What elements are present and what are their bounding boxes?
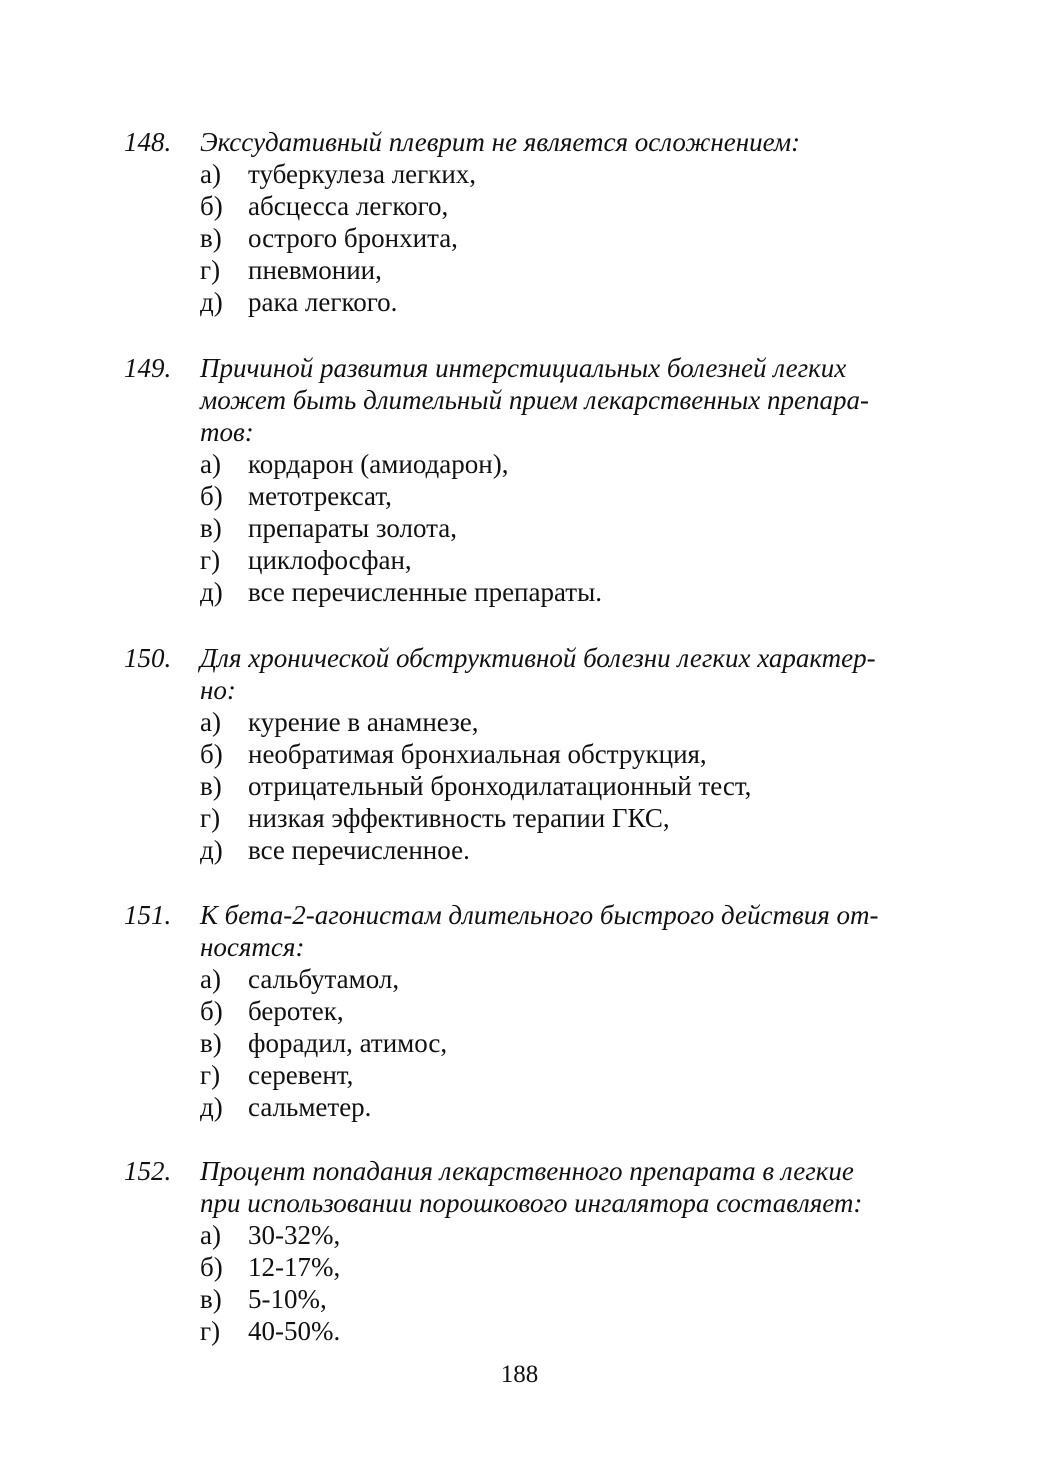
answer-option	[124, 995, 916, 1027]
answer-option	[124, 963, 916, 995]
answer-option	[124, 1091, 916, 1123]
option-letter: б)	[200, 996, 223, 1026]
option-letter: а)	[200, 964, 221, 994]
answer-option	[124, 1219, 916, 1251]
option-text: 5-10%,	[248, 1284, 327, 1314]
answer-option	[124, 158, 916, 190]
option-letter: б)	[200, 191, 223, 221]
answer-option	[124, 544, 916, 576]
answer-options	[124, 1219, 916, 1347]
option-text: 40-50%.	[248, 1316, 341, 1346]
question-line: К бета-2-агонистам длительного быстрого действия от-	[200, 900, 879, 930]
answer-option	[124, 1059, 916, 1091]
option-letter: а)	[200, 707, 221, 737]
answer-option	[124, 834, 916, 866]
question-text	[200, 1155, 916, 1219]
option-text: кордарон (амиодарон),	[248, 449, 509, 479]
option-text: все перечисленное.	[248, 835, 470, 865]
answer-option	[124, 738, 916, 770]
option-letter: в)	[200, 1284, 222, 1314]
question-heading	[124, 1155, 916, 1219]
option-text: курение в анамнезе,	[248, 707, 479, 737]
option-text: пневмонии,	[248, 255, 382, 285]
question-number: 149.	[124, 353, 172, 383]
question-line: Экссудативный плеврит не является осложнением:	[200, 127, 801, 157]
question-heading	[124, 899, 916, 963]
option-text: сальметер.	[248, 1092, 372, 1122]
option-letter: б)	[200, 481, 223, 511]
option-text: необратимая бронхиальная обструкция,	[248, 739, 707, 769]
question-152	[124, 1155, 916, 1347]
answer-option	[124, 706, 916, 738]
option-text: низкая эффективность терапии ГКС,	[248, 803, 670, 833]
answer-option	[124, 286, 916, 318]
question-text	[200, 352, 916, 448]
question-text	[200, 642, 916, 706]
question-line: Причиной развития интерстициальных болезней легких	[200, 353, 847, 383]
question-150	[124, 642, 916, 866]
question-heading	[124, 642, 916, 706]
answer-option	[124, 1251, 916, 1283]
answer-option	[124, 1027, 916, 1059]
question-number: 152.	[124, 1156, 172, 1186]
question-line: Для хронической обструктивной болезни легких характер-	[200, 643, 876, 673]
option-text: все перечисленные препараты.	[248, 577, 602, 607]
answer-option	[124, 254, 916, 286]
option-letter: д)	[200, 577, 223, 607]
question-line: Процент попадания лекарственного препарата в легкие	[200, 1156, 854, 1186]
answer-option	[124, 222, 916, 254]
answer-options	[124, 158, 916, 318]
option-letter: д)	[200, 287, 223, 317]
option-text: острого бронхита,	[248, 223, 458, 253]
option-letter: г)	[200, 545, 221, 575]
option-letter: д)	[200, 835, 223, 865]
question-line: тов:	[200, 417, 254, 447]
question-line: при использовании порошкового ингалятора составляет:	[200, 1188, 863, 1218]
question-number: 151.	[124, 900, 172, 930]
question-text	[200, 126, 916, 158]
option-letter: г)	[200, 255, 221, 285]
question-heading	[124, 126, 916, 158]
answer-option	[124, 576, 916, 608]
option-text: форадил, атимос,	[248, 1028, 448, 1058]
option-letter: г)	[200, 1316, 221, 1346]
option-text: метотрексат,	[248, 481, 392, 511]
option-text: отрицательный бронходилатационный тест,	[248, 771, 752, 801]
answer-option	[124, 448, 916, 480]
question-number: 150.	[124, 643, 172, 673]
question-148	[124, 126, 916, 318]
answer-options	[124, 448, 916, 608]
question-151	[124, 899, 916, 1123]
option-letter: д)	[200, 1092, 223, 1122]
option-text: 30-32%,	[248, 1220, 341, 1250]
question-text	[200, 899, 916, 963]
option-letter: в)	[200, 513, 222, 543]
answer-option	[124, 190, 916, 222]
option-letter: а)	[200, 159, 221, 189]
answer-option	[124, 1283, 916, 1315]
page-number: 188	[500, 1361, 539, 1388]
question-line: но:	[200, 675, 236, 705]
option-letter: в)	[200, 1028, 222, 1058]
question-line: носятся:	[200, 932, 305, 962]
option-text: препараты золота,	[248, 513, 457, 543]
question-149	[124, 352, 916, 608]
option-text: сальбутамол,	[248, 964, 400, 994]
option-letter: г)	[200, 803, 221, 833]
answer-options	[124, 706, 916, 866]
option-letter: а)	[200, 449, 221, 479]
answer-option	[124, 1315, 916, 1347]
answer-options	[124, 963, 916, 1123]
option-letter: б)	[200, 1252, 223, 1282]
question-line: может быть длительный прием лекарственных препара-	[200, 385, 869, 415]
option-text: туберкулеза легких,	[248, 159, 477, 189]
question-heading	[124, 352, 916, 448]
option-text: абсцесса легкого,	[248, 191, 449, 221]
answer-option	[124, 512, 916, 544]
option-text: беротек,	[248, 996, 344, 1026]
option-letter: г)	[200, 1060, 221, 1090]
option-letter: в)	[200, 223, 222, 253]
question-number: 148.	[124, 127, 172, 157]
option-text: 12-17%,	[248, 1252, 341, 1282]
option-text: циклофосфан,	[248, 545, 412, 575]
answer-option	[124, 770, 916, 802]
answer-option	[124, 802, 916, 834]
option-letter: в)	[200, 771, 222, 801]
option-text: серевент,	[248, 1060, 354, 1090]
option-letter: а)	[200, 1220, 221, 1250]
option-text: рака легкого.	[248, 287, 398, 317]
answer-option	[124, 480, 916, 512]
option-letter: б)	[200, 739, 223, 769]
